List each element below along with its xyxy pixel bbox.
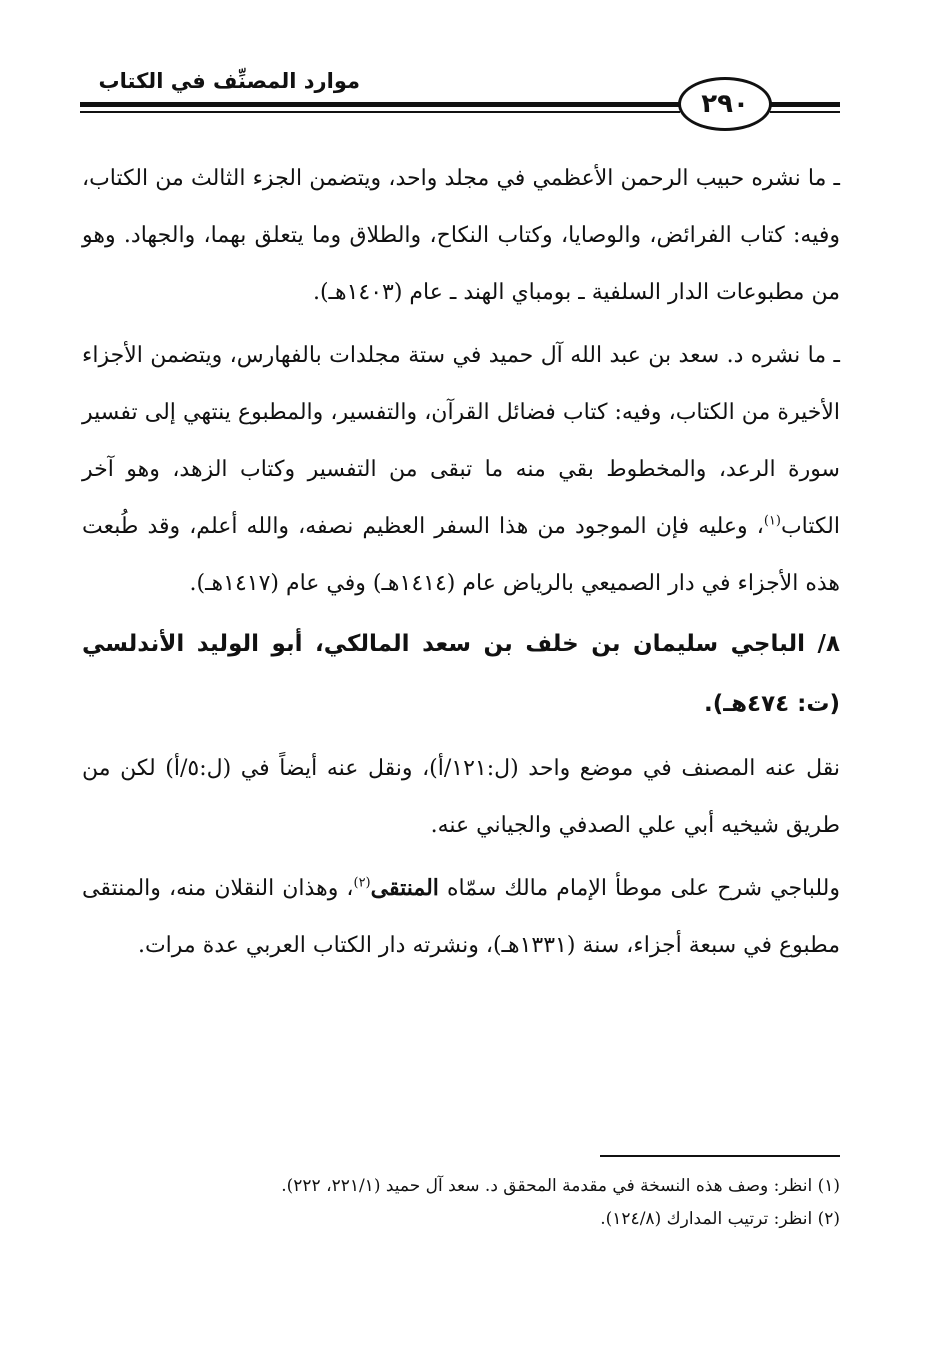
section-heading: ٨/ الباجي سليمان بن خلف بن سعد المالكي، أبو الوليد الأندلسي (ت: ٤٧٤هـ).	[82, 631, 840, 717]
header-rule-thick	[80, 102, 680, 107]
paragraph-2-text-a: ـ ما نشره د. سعد بن عبد الله آل حميد في ستة مجلدات بالفهارس، ويتضمن الأجزاء الأخيرة من الكتاب، وفيه: كتاب فضائل القرآن، والتفسير، والمطبوع ينتهي إلى تفسير سورة الرعد، والمخطوط بقي منه ما تبقى من التفسير وكتاب الزهد، وهو آخر الكتاب	[82, 343, 840, 539]
paragraph-4-text-b: ، وهذان النقلان منه، والمنتقى مطبوع في سبعة أجزاء، سنة (١٣٣١هـ)، ونشرته دار الكتاب العربي عدة مرات.	[82, 876, 840, 958]
paragraph-4	[82, 860, 840, 974]
header-rule-thin	[80, 111, 680, 113]
header-rule-right-thin	[770, 111, 840, 113]
header-rule-right-thick	[770, 102, 840, 107]
footnotes	[82, 1170, 840, 1236]
footnote-2: (٢) انظر: ترتيب المدارك (١٢٤/٨).	[600, 1209, 840, 1229]
footnote-ref-1[interactable]: (١)	[763, 513, 781, 529]
paragraph-3: نقل عنه المصنف في موضع واحد (ل:١٢١/أ)، ونقل عنه أيضاً في (ل:٥/أ) لكن من طريق شيخيه أبي علي الصدفي والجياني عنه.	[82, 756, 840, 838]
main-text	[82, 150, 840, 974]
footnote-ref-2[interactable]: (٢)	[353, 875, 371, 891]
paragraph-1: ـ ما نشره حبيب الرحمن الأعظمي في مجلد واحد، ويتضمن الجزء الثالث من الكتاب، وفيه: كتاب الفرائض، والوصايا، وكتاب النكاح، والطلاق وما يتعلق بهما، والجهاد. وهو من مطبوعات الدار السلفية ـ بومباي الهند ـ عام (١٤٠٣هـ).	[82, 166, 840, 305]
footnote-separator	[600, 1155, 840, 1157]
paragraph-2-text-b: ، وعليه فإن الموجود من هذا السفر العظيم نصفه، والله أعلم، وقد طُبعت هذه الأجزاء في دار الصميعي بالرياض عام (١٤١٤هـ) وفي عام (١٤١٧هـ).	[82, 514, 840, 596]
book-title-bold: المنتقى	[370, 875, 439, 901]
running-header-title: موارد المصنِّف في الكتاب	[98, 69, 360, 93]
paragraph-2	[82, 327, 840, 612]
paragraph-4-text-a: وللباجي شرح على موطأ الإمام مالك سمّاه	[438, 876, 840, 901]
footnote-1: (١) انظر: وصف هذه النسخة في مقدمة المحقق د. سعد آل حميد (٢٢١/١، ٢٢٢).	[281, 1176, 840, 1196]
page-number-oval: ٢٩٠	[678, 77, 772, 131]
page-header	[80, 55, 840, 135]
